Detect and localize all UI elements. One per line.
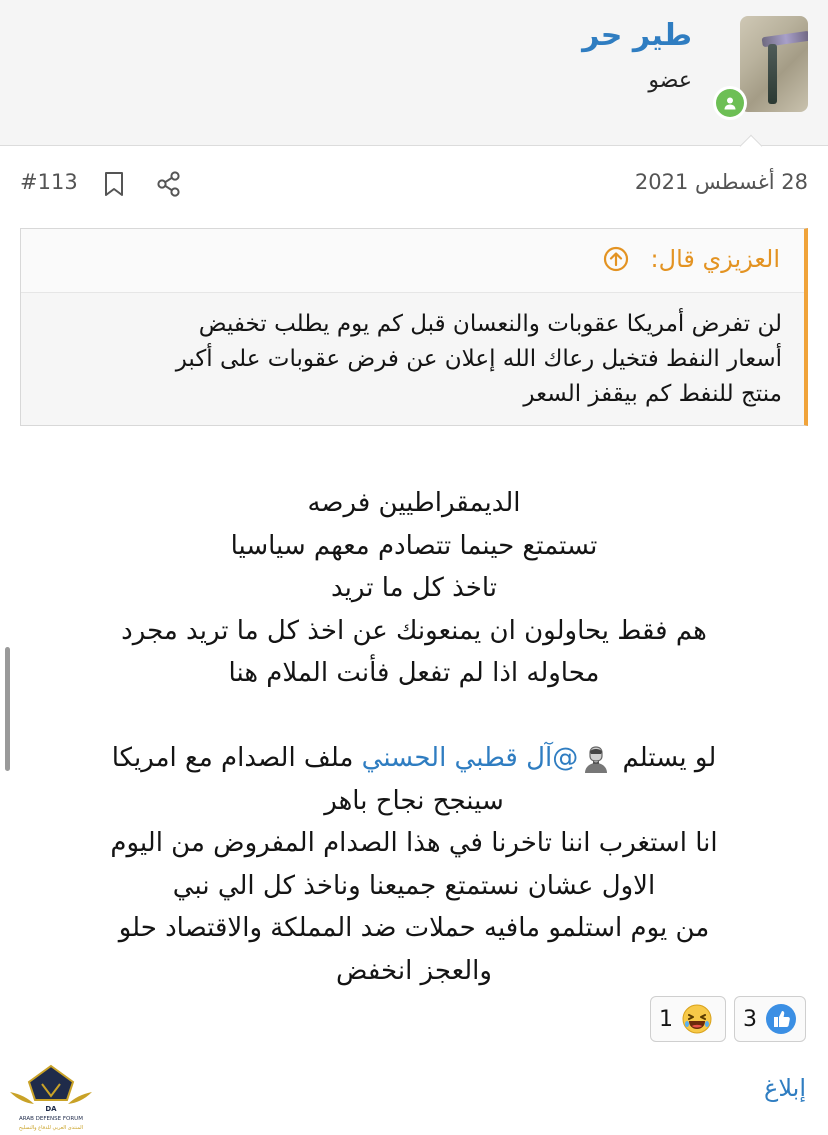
reaction-like-button[interactable] — [734, 996, 806, 1042]
message-line: انا استغرب اننا تاخرنا في هذا الصدام المفروض من اليوم — [110, 828, 718, 858]
author-username[interactable]: طير حر — [582, 18, 692, 53]
reaction-haha-button[interactable] — [650, 996, 726, 1042]
svg-text:المنتدى العربي للدفاع والتسليح: المنتدى العربي للدفاع والتسليح — [18, 1125, 84, 1131]
arab-defense-forum-logo — [4, 1062, 98, 1132]
message-line: تستمتع حينما تتصادم معهم سياسيا — [230, 530, 598, 561]
user-mention-link[interactable]: @آل قطبي الحسني — [361, 743, 579, 773]
share-icon[interactable] — [156, 170, 182, 198]
message-line: محاوله اذا لم تفعل فأنت الملام هنا — [228, 658, 600, 688]
message-line: الاول عشان نستمتع جميعنا وناخذ كل الي نبي — [172, 870, 656, 901]
laughing-emoji-icon — [681, 1003, 713, 1035]
post-message — [40, 482, 788, 992]
message-line-with-mention — [40, 737, 788, 780]
svg-text:ARAB DEFENSE FORUM: ARAB DEFENSE FORUM — [19, 1116, 83, 1122]
quote-text — [62, 307, 782, 412]
message-line: والعجز انخفض — [336, 955, 492, 986]
message-line: تاخذ كل ما تريد — [330, 573, 498, 603]
post-meta-bar — [0, 160, 828, 208]
mention-avatar-icon — [582, 744, 610, 774]
message-line: من يوم استلمو مافيه حملات ضد المملكة والاقتصاد حلو — [118, 913, 710, 943]
bookmark-icon[interactable] — [103, 171, 125, 197]
quote-block — [20, 228, 808, 426]
reaction-haha-count: 1 — [659, 1006, 673, 1032]
author-user-title: عضو — [648, 68, 692, 93]
post-date[interactable]: 28 أغسطس 2021 — [634, 170, 808, 194]
svg-text:DA: DA — [45, 1105, 57, 1113]
quote-author-link[interactable]: العزيزي قال: — [650, 245, 780, 273]
thumbs-up-icon — [765, 1003, 797, 1035]
message-text: لو يستلم — [622, 743, 717, 773]
quote-line: منتج للنفط كم بيقفز السعر — [523, 381, 782, 407]
message-text: ملف الصدام مع امريكا — [111, 743, 354, 773]
arrow-up-circle-icon[interactable] — [603, 246, 629, 272]
quote-header — [21, 229, 804, 293]
avatar-sword-hilt — [768, 44, 777, 104]
message-line: الديمقراطيين فرصه — [307, 488, 521, 518]
message-line: هم فقط يحاولون ان يمنعونك عن اخذ كل ما تريد مجرد — [121, 615, 707, 646]
message-blank-line — [40, 695, 788, 738]
user-online-icon — [713, 86, 747, 120]
header-pointer — [740, 135, 763, 158]
message-line: سينجح نجاح باهر — [324, 785, 504, 816]
quote-line: لن تفرض أمريكا عقوبات والنعسان قبل كم يوم يطلب تخفيض — [198, 311, 782, 337]
avatar[interactable] — [740, 16, 808, 112]
reaction-like-count: 3 — [743, 1006, 757, 1032]
scrollbar-thumb[interactable] — [5, 647, 10, 771]
quote-line: أسعار النفط فتخيل رعاك الله إعلان عن فرض عقوبات على أكبر — [175, 346, 782, 372]
post-number[interactable]: #113 — [20, 170, 78, 194]
report-link[interactable]: إبلاغ — [764, 1074, 806, 1102]
post-author-header — [0, 0, 828, 146]
